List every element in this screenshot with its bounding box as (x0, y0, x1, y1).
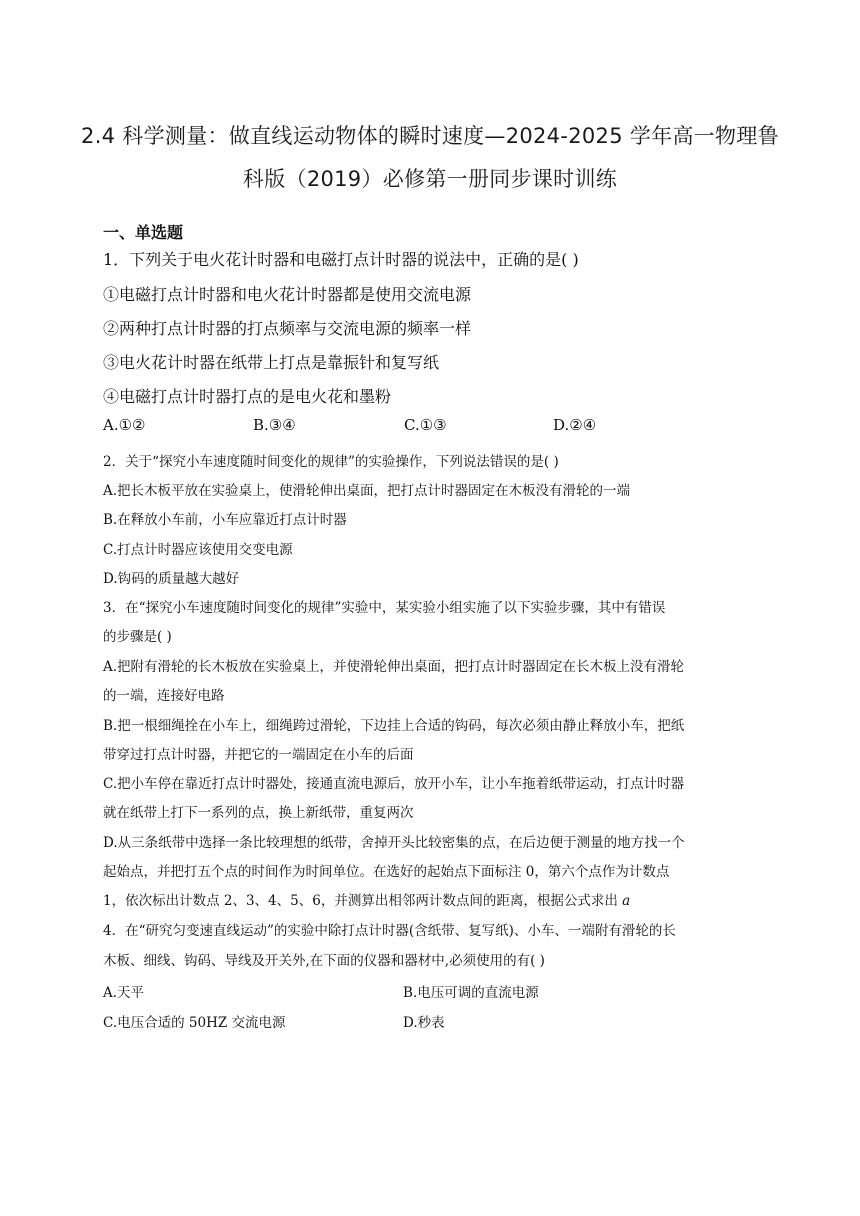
question-4-line: 4．在“研究匀变速直线运动”的实验中除打点计时器(含纸带、复写纸)、小车、一端附有滑轮的长 (103, 923, 676, 939)
question-1-option-a: A.①② (103, 416, 146, 434)
question-4-line: 木板、细线、钩码、导线及开关外,在下面的仪器和器材中,必须使用的有( ) (103, 953, 545, 969)
question-3-line: C.把小车停在靠近打点计时器处，接通直流电源后，放开小车，让小车拖着纸带运动，打点计时器 (103, 776, 685, 792)
question-1-statement: ①电磁打点计时器和电火花计时器都是使用交流电源 (103, 285, 472, 304)
question-2-option-a: A.把长木板平放在实验桌上，使滑轮伸出桌面，把打点计时器固定在木板没有滑轮的一端 (103, 483, 631, 499)
question-2-option-b: B.在释放小车前，小车应靠近打点计时器 (103, 512, 347, 528)
question-3-line: 起始点，并把打五个点的时间作为时间单位。在选好的起始点下面标注 0，第六个点作为计数点 (103, 864, 670, 880)
question-2-option-c: C.打点计时器应该使用交变电源 (103, 542, 293, 558)
section-heading: 一、单选题 (103, 223, 184, 242)
question-3-line: 带穿过打点计时器，并把它的一端固定在小车的后面 (103, 747, 414, 763)
question-4-option-b: B.电压可调的直流电源 (403, 985, 539, 1001)
question-1-option-c: C.①③ (404, 416, 447, 434)
question-1-stem: 1．下列关于电火花计时器和电磁打点计时器的说法中，正确的是( ) (103, 250, 579, 269)
question-3-line: 的一端，连接好电路 (103, 688, 225, 704)
question-1-statement: ④电磁打点计时器打点的是电火花和墨粉 (103, 387, 392, 406)
question-4-option-c: C.电压合适的 50HZ 交流电源 (103, 1015, 286, 1031)
document-title-line-2: 科版（2019）必修第一册同步课时训练 (242, 167, 618, 191)
question-4-option-d: D.秒表 (403, 1015, 445, 1031)
question-3-line: 3．在“探究小车速度随时间变化的规律”实验中，某实验小组实施了以下实验步骤，其中有错误 (103, 600, 666, 616)
question-3-line: D.从三条纸带中选择一条比较理想的纸带，舍掉开头比较密集的点，在后边便于测量的地方找一个 (103, 835, 685, 851)
question-3-line: A.把附有滑轮的长木板放在实验桌上，并使滑轮伸出桌面，把打点计时器固定在长木板上没有滑轮 (103, 659, 685, 675)
question-3-last-line (103, 889, 630, 909)
question-2-stem: 2．关于“探究小车速度随时间变化的规律”的实验操作，下列说法错误的是( ) (103, 454, 559, 470)
question-1-statement: ③电火花计时器在纸带上打点是靠振针和复写纸 (103, 353, 440, 372)
formula-variable-a: a (622, 893, 631, 909)
question-1-option-b: B.③④ (253, 416, 296, 434)
question-3-line: 就在纸带上打下一系列的点，换上新纸带，重复两次 (103, 805, 414, 821)
question-2-option-d: D.钩码的质量越大越好 (103, 571, 240, 587)
question-4-option-a: A.天平 (103, 985, 145, 1001)
question-3-line: 的步骤是( ) (103, 629, 172, 645)
document-title-line-1: 2.4 科学测量：做直线运动物体的瞬时速度—2024-2025 学年高一物理鲁 (81, 124, 779, 148)
question-3-line-text: 1，依次标出计数点 2、3、4、5、6，并测算出相邻两计数点间的距离，根据公式求出 (103, 893, 623, 909)
question-3-line: B.把一根细绳拴在小车上，细绳跨过滑轮，下边挂上合适的钩码，每次必须由静止释放小车，把纸 (103, 718, 685, 734)
question-1-statement: ②两种打点计时器的打点频率与交流电源的频率一样 (103, 319, 472, 338)
question-1-option-d: D.②④ (553, 416, 597, 434)
